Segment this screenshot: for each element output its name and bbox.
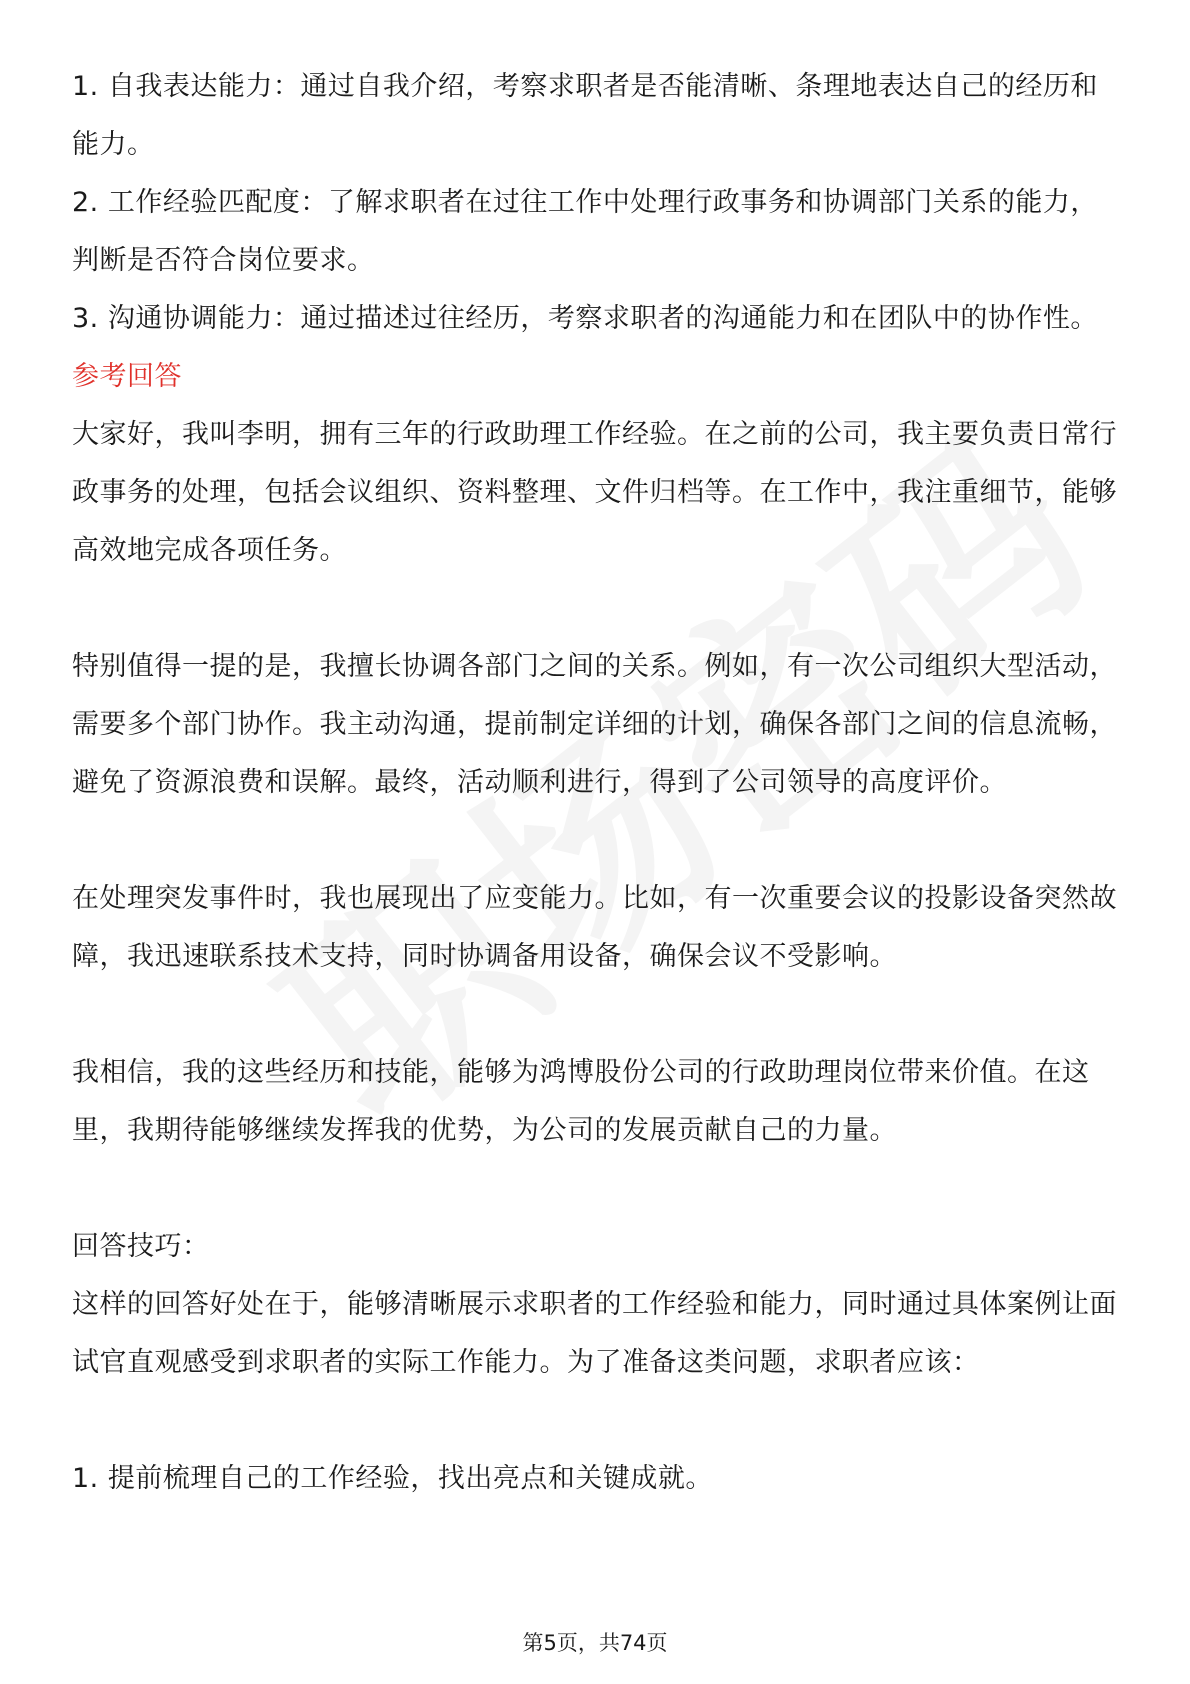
criterion-2: 2. 工作经验匹配度：了解求职者在过往工作中处理行政事务和协调部门关系的能力，判断是否符合岗位要求。 <box>72 187 1098 276</box>
answer-paragraph-2: 特别值得一提的是，我擅长协调各部门之间的关系。例如，有一次公司组织大型活动，需要多个部门协作。我主动沟通，提前制定详细的计划，确保各部门之间的信息流畅，避免了资源浪费和误解。最终，活动顺利进行，得到了公司领导的高度评价。 <box>72 651 1117 798</box>
paragraph-gap <box>72 580 1122 638</box>
page-footer: 第5页，共74页 <box>522 1631 668 1655</box>
tips-item-1: 1. 提前梳理自己的工作经验，找出亮点和关键成就。 <box>72 1463 713 1494</box>
tips-intro: 这样的回答好处在于，能够清晰展示求职者的工作经验和能力，同时通过具体案例让面试官直观感受到求职者的实际工作能力。为了准备这类问题，求职者应该： <box>72 1289 1117 1378</box>
paragraph-gap <box>72 1392 1122 1450</box>
paragraph-gap <box>72 812 1122 870</box>
tips-title: 回答技巧： <box>72 1231 210 1262</box>
answer-paragraph-4: 我相信，我的这些经历和技能，能够为鸿博股份公司的行政助理岗位带来价值。在这里，我期待能够继续发挥我的优势，为公司的发展贡献自己的力量。 <box>72 1057 1090 1146</box>
answer-title: 参考回答 <box>72 361 182 392</box>
paragraph-gap <box>72 986 1122 1044</box>
page-content <box>72 58 1122 1508</box>
criterion-1: 1. 自我表达能力：通过自我介绍，考察求职者是否能清晰、条理地表达自己的经历和能力。 <box>72 71 1098 160</box>
criterion-3: 3. 沟通协调能力：通过描述过往经历，考察求职者的沟通能力和在团队中的协作性。 <box>72 303 1098 334</box>
answer-paragraph-1: 大家好，我叫李明，拥有三年的行政助理工作经验。在之前的公司，我主要负责日常行政事务的处理，包括会议组织、资料整理、文件归档等。在工作中，我注重细节，能够高效地完成各项任务。 <box>72 419 1117 566</box>
paragraph-gap <box>72 1160 1122 1218</box>
answer-paragraph-3: 在处理突发事件时，我也展现出了应变能力。比如，有一次重要会议的投影设备突然故障，我迅速联系技术支持，同时协调备用设备，确保会议不受影响。 <box>72 883 1117 972</box>
